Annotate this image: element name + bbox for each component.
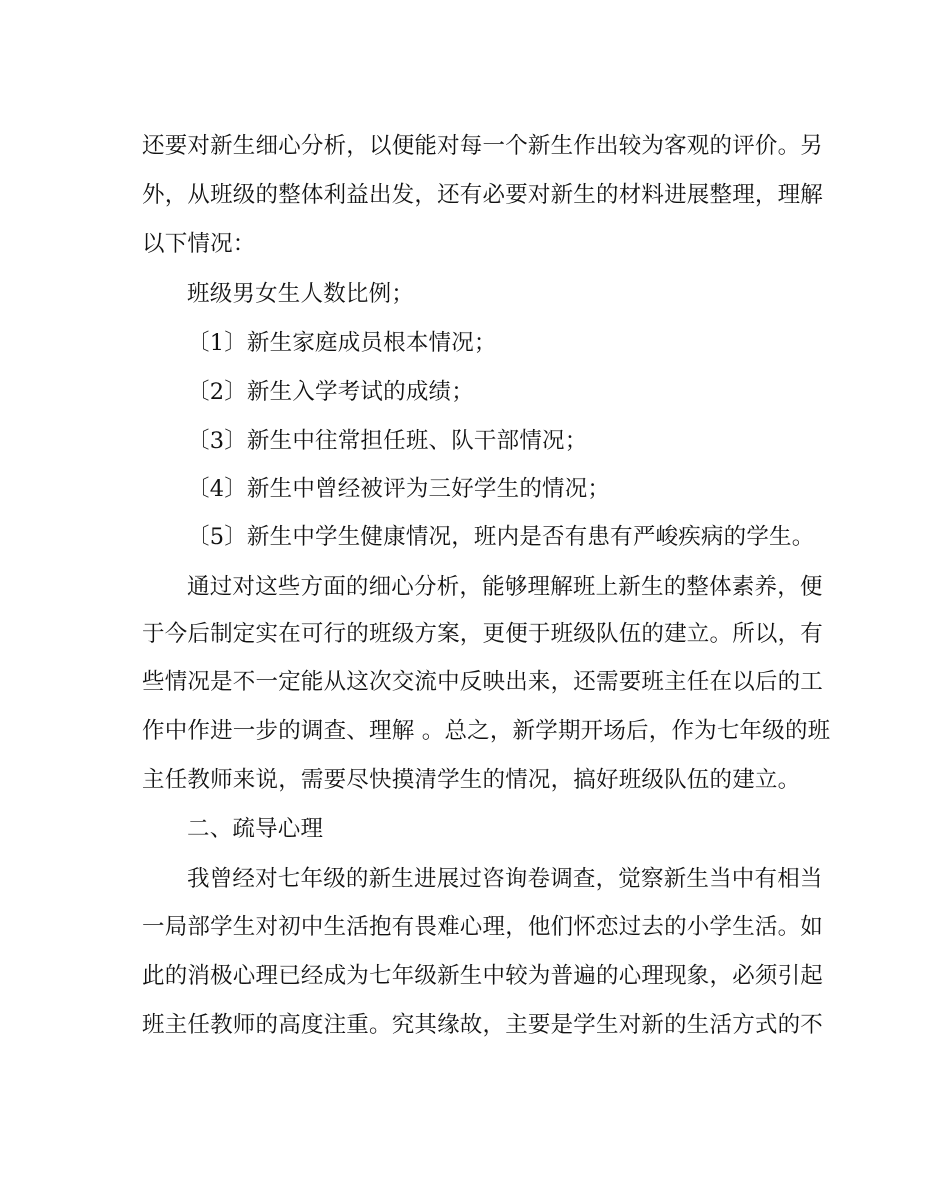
text-line: 外，从班级的整体利益出发，还有必要对新生的材料进展整理，理解 [142, 182, 824, 208]
list-item: 〔4〕新生中曾经被评为三好学生的情况； [187, 476, 611, 502]
text-line: 些情况是不一定能从这次交流中反映出来，还需要班主任在以后的工 [142, 669, 824, 695]
list-item: 〔3〕新生中往常担任班、队干部情况； [187, 428, 588, 454]
text-line: 作中作进一步的调查、理解 。总之，新学期开场后，作为七年级的班 [142, 718, 831, 744]
text-line: 通过对这些方面的细心分析，能够理解班上新生的整体素养，便 [187, 574, 823, 600]
text-line: 班主任教师的高度注重。究其缘故，主要是学生对新的生活方式的不 [142, 1012, 824, 1038]
text-line: 主任教师来说，需要尽快摸清学生的情况，搞好班级队伍的建立。 [142, 767, 801, 793]
text-line: 我曾经对七年级的新生进展过咨询卷调查，觉察新生当中有相当 [187, 866, 823, 892]
text-line: 一局部学生对初中生活抱有畏难心理，他们怀恋过去的小学生活。如 [142, 914, 824, 940]
list-item: 〔5〕新生中学生健康情况，班内是否有患有严峻疾病的学生。 [187, 524, 815, 550]
text-line: 此的消极心理已经成为七年级新生中较为普遍的心理现象，必须引起 [142, 963, 824, 989]
text-line: 于今后制定实在可行的班级方案，更便于班级队伍的建立。所以，有 [142, 621, 824, 647]
section-heading: 二、疏导心理 [187, 816, 324, 842]
text-line: 还要对新生细心分析，以便能对每一个新生作出较为客观的评价。另 [142, 133, 824, 159]
text-line: 以下情况： [142, 231, 256, 257]
list-item: 〔2〕新生入学考试的成绩； [187, 379, 474, 405]
list-item: 〔1〕新生家庭成员根本情况； [187, 330, 497, 356]
text-line: 班级男女生人数比例； [187, 281, 415, 307]
